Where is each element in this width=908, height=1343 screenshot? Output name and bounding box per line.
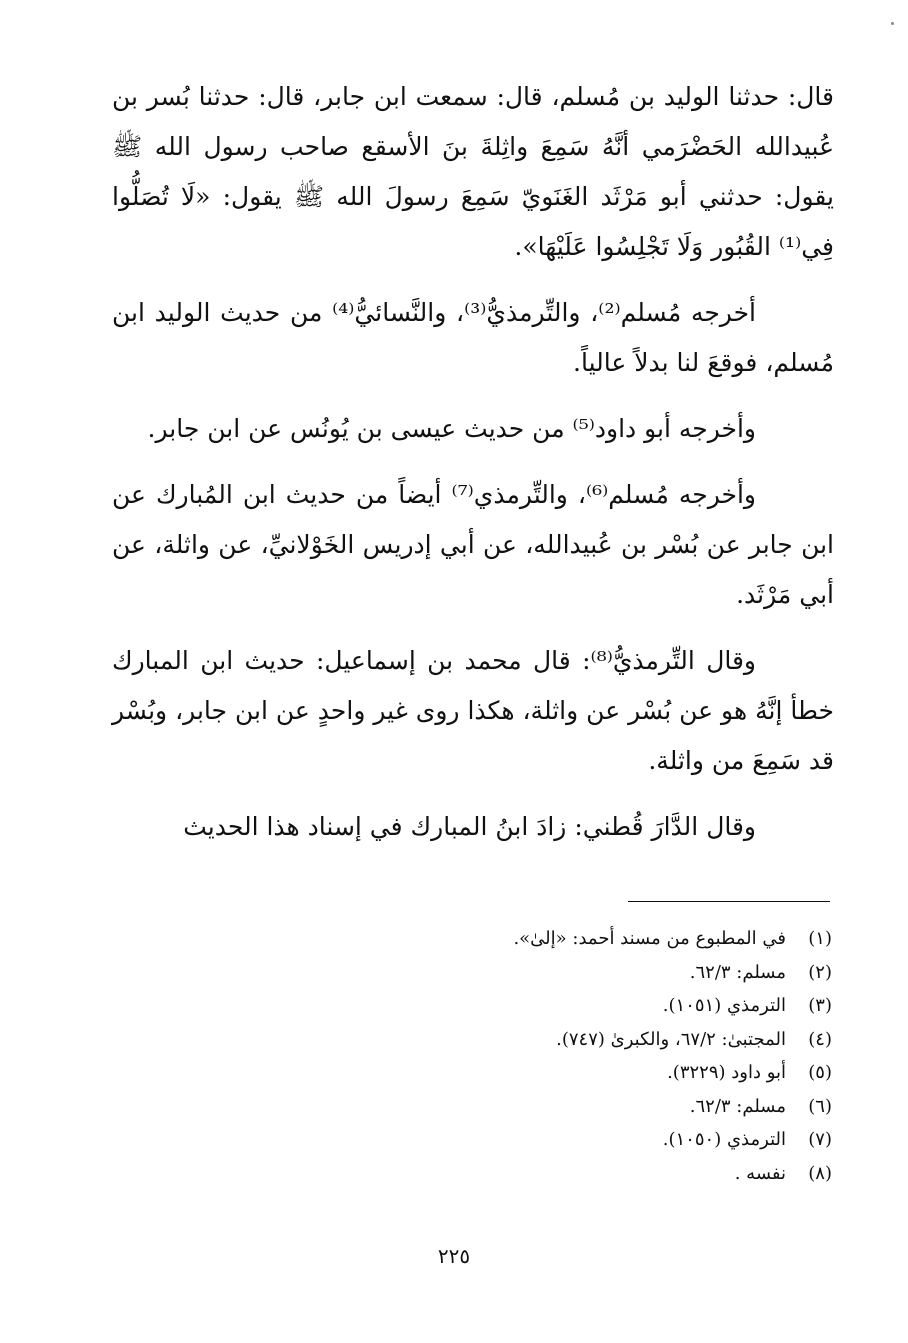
footnote-item [120,1023,832,1057]
page-number: ٢٢٥ [437,1244,471,1268]
footnote-number: (٧) [808,1129,832,1150]
footnote-item [120,1090,832,1124]
footnote-text: مسلم: ٦٢/٣. [689,1095,786,1117]
footnote-number: (٣) [808,995,832,1016]
footnote-number: (٤) [808,1028,832,1050]
paragraph-takhrij-ibn-mubarak: وأخرجه مُسلم⁽⁶⁾، والتِّرمذي⁽⁷⁾ أيضاً من حديث ابن المُبارك عن ابن جابر عن بُسْر بن عُبيدالله، عن أبي إدريس الخَوْلانيِّ، عن واثلة، عن أبي مَرْثَد. [112,480,834,609]
footnote-text: مسلم: ٦٢/٣. [689,961,786,983]
footnote-text: الترمذي (١٠٥٠). [662,1129,786,1150]
footnote-text: أبو داود (٣٢٢٩). [667,1062,786,1083]
footnote-item [120,989,832,1023]
footnote-text: المجتبىٰ: ٦٧/٢، والكبرىٰ (٧٤٧). [556,1028,786,1050]
footnote-item [120,1056,832,1090]
footnote-item [120,1157,832,1191]
footnotes-list [120,922,832,1190]
footnote-number: (٥) [808,1062,832,1083]
footnote-text: نفسه . [734,1162,786,1184]
footnote-number: (٢) [808,961,832,983]
footnote-item [120,956,832,990]
footnote-item [120,1123,832,1157]
footnote-number: (١) [808,928,832,949]
footnote-item [120,922,832,956]
paragraph-tirmidhi-comment: وقال التِّرمذيُّ⁽⁸⁾: قال محمد بن إسماعيل: حديث ابن المبارك خطأ إنَّهُ هو عن بُسْر عن واثلة، هكذا روى غير واحدٍ عن ابن جابر، وبُسْر قد سَمِعَ من واثلة. [112,646,834,775]
footnote-number: (٦) [808,1095,832,1117]
scan-speck [891,22,894,25]
main-text-block [112,72,834,868]
footnote-text: الترمذي (١٠٥١). [662,995,786,1016]
footnote-number: (٨) [808,1162,832,1184]
paragraph-hadith-isnad: قال: حدثنا الوليد بن مُسلم، قال: سمعت ابن جابر، قال: حدثنا بُسر بن عُبيدالله الحَضْرَمي أنَّهُ سَمِعَ واثِلةَ بنَ الأسقع صاحب رسول الله ﷺ يقول: حدثني أبو مَرْثَد الغَنَويّ سَمِعَ رسولَ الله ﷺ يقول: «لَا تُصَلُّوا فِي⁽¹⁾ القُبُور وَلَا تَجْلِسُوا عَلَيْهَا». [112,82,834,261]
paragraph-takhrij-abu-dawud: وأخرجه أبو داود⁽⁵⁾ من حديث عيسى بن يُونُس عن ابن جابر. [147,414,756,443]
paragraph-takhrij-muslim: أخرجه مُسلم⁽²⁾، والتِّرمذيُّ⁽³⁾، والنَّسائيُّ⁽⁴⁾ من حديث الوليد ابن مُسلم، فوقعَ لنا بدلاً عالياً. [112,298,834,377]
footnote-separator [628,901,830,902]
paragraph-daraqutni-comment: وقال الدَّارَ قُطني: زادَ ابنُ المبارك في إسناد هذا الحديث [183,812,756,841]
footnote-text: في المطبوع من مسند أحمد: «إلىٰ». [513,928,786,949]
